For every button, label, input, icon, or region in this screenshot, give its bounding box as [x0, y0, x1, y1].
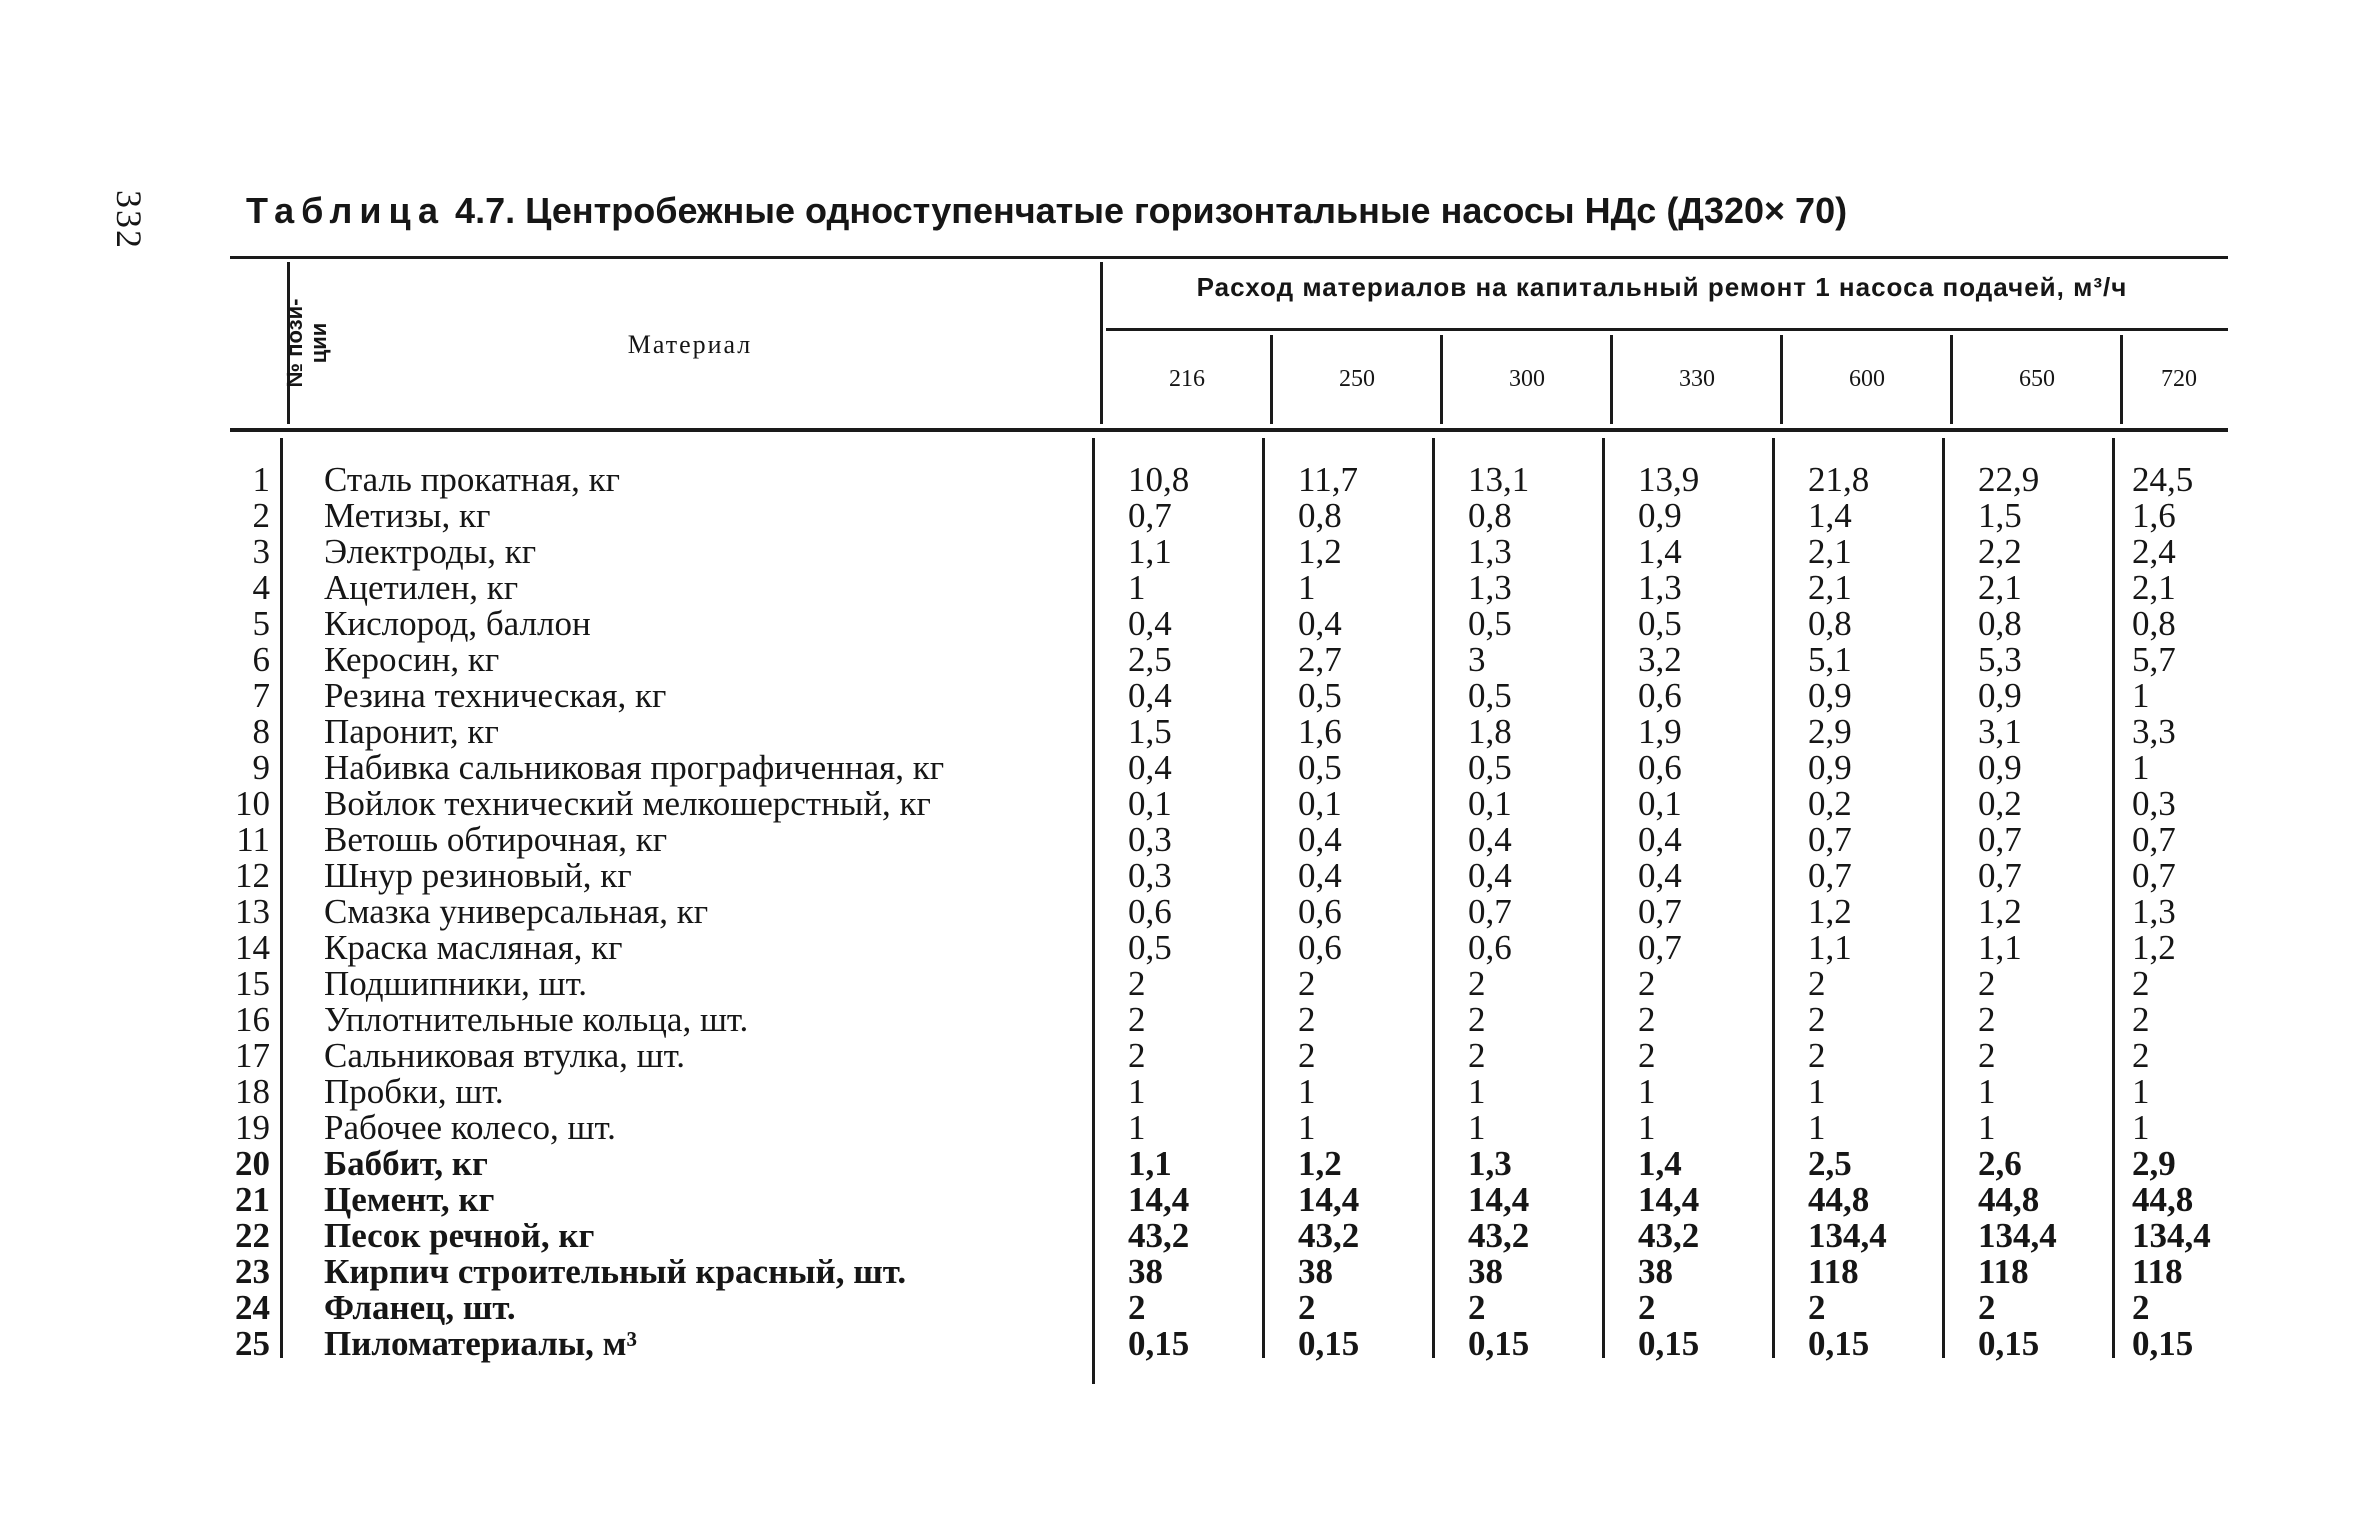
- row-value: 1: [2132, 1108, 2150, 1147]
- row-value: 22,9: [1978, 460, 2040, 499]
- rule-col-4: [1780, 335, 1783, 424]
- row-value: 0,4: [1298, 820, 1342, 859]
- row-material: Цемент, кг: [324, 1180, 495, 1219]
- row-position: 15: [235, 964, 270, 1003]
- row-position: 4: [252, 568, 270, 607]
- row-material: Краска масляная, кг: [324, 928, 623, 967]
- row-value: 0,9: [1808, 748, 1852, 787]
- row-value: 1: [1468, 1072, 1486, 1111]
- row-value: 1,2: [1808, 892, 1852, 931]
- row-value: 2,9: [1808, 712, 1852, 751]
- body-rule-material-values: [1092, 438, 1095, 1384]
- row-value: 1: [1128, 568, 1146, 607]
- row-value: 2: [1298, 1288, 1316, 1327]
- row-material: Войлок технический мелкошерстный, кг: [324, 784, 931, 823]
- row-value: 0,15: [1298, 1324, 1360, 1363]
- column-header: 250: [1339, 366, 1375, 392]
- row-value: 0,7: [1638, 928, 1682, 967]
- row-value: 0,3: [2132, 784, 2176, 823]
- row-value: 1,3: [1638, 568, 1682, 607]
- row-value: 1: [2132, 1072, 2150, 1111]
- row-position: 24: [235, 1288, 270, 1327]
- row-value: 1,4: [1638, 1144, 1682, 1183]
- row-position: 7: [252, 676, 270, 715]
- row-value: 3: [1468, 640, 1486, 679]
- row-material: Ацетилен, кг: [324, 568, 519, 607]
- row-position: 5: [252, 604, 270, 643]
- row-value: 44,8: [2132, 1180, 2194, 1219]
- row-value: 2: [1638, 1036, 1656, 1075]
- row-material: Метизы, кг: [324, 496, 491, 535]
- row-value: 43,2: [1298, 1216, 1360, 1255]
- row-value: 134,4: [1978, 1216, 2057, 1255]
- column-header: 300: [1509, 366, 1545, 392]
- row-value: 134,4: [1808, 1216, 1887, 1255]
- row-value: 1,4: [1638, 532, 1682, 571]
- row-value: 0,1: [1638, 784, 1682, 823]
- row-value: 0,7: [1978, 856, 2022, 895]
- row-value: 0,4: [1468, 856, 1512, 895]
- row-value: 2: [1808, 1288, 1826, 1327]
- row-value: 38: [1298, 1252, 1333, 1291]
- row-value: 44,8: [1978, 1180, 2040, 1219]
- row-value: 0,8: [1978, 604, 2022, 643]
- row-position: 9: [252, 748, 270, 787]
- row-value: 1: [1468, 1108, 1486, 1147]
- row-value: 1: [1298, 1072, 1316, 1111]
- row-value: 5,1: [1808, 640, 1852, 679]
- row-value: 2: [1298, 964, 1316, 1003]
- row-value: 0,7: [1468, 892, 1512, 931]
- row-value: 43,2: [1638, 1216, 1700, 1255]
- row-value: 0,5: [1468, 748, 1512, 787]
- row-value: 43,2: [1128, 1216, 1190, 1255]
- row-value: 2: [1808, 1036, 1826, 1075]
- row-value: 1,3: [1468, 532, 1512, 571]
- row-value: 2: [1468, 1288, 1486, 1327]
- header-bottom-rule: [230, 428, 2228, 432]
- row-position: 12: [235, 856, 270, 895]
- row-value: 0,9: [1978, 748, 2022, 787]
- row-value: 13,9: [1638, 460, 1700, 499]
- row-value: 0,15: [1128, 1324, 1190, 1363]
- row-value: 2: [2132, 1000, 2150, 1039]
- row-position: 19: [235, 1108, 270, 1147]
- row-value: 2: [1978, 964, 1996, 1003]
- row-value: 0,6: [1638, 676, 1682, 715]
- row-value: 1,3: [2132, 892, 2176, 931]
- row-value: 13,1: [1468, 460, 1530, 499]
- row-material: Пробки, шт.: [324, 1072, 504, 1111]
- row-value: 1: [1978, 1108, 1996, 1147]
- row-position: 17: [235, 1036, 270, 1075]
- column-header: 600: [1849, 366, 1885, 392]
- row-value: 11,7: [1298, 460, 1358, 499]
- row-position: 20: [235, 1144, 270, 1183]
- row-material: Кирпич строительный красный, шт.: [324, 1252, 907, 1291]
- row-value: 1,6: [2132, 496, 2176, 535]
- row-value: 5,3: [1978, 640, 2022, 679]
- table-title-prefix: Таблица: [246, 190, 446, 231]
- row-material: Сталь прокатная, кг: [324, 460, 620, 499]
- row-value: 1,8: [1468, 712, 1512, 751]
- row-value: 2: [1468, 1000, 1486, 1039]
- row-value: 1: [1128, 1072, 1146, 1111]
- row-value: 2,4: [2132, 532, 2176, 571]
- row-value: 2: [1128, 964, 1146, 1003]
- row-value: 0,4: [1128, 676, 1172, 715]
- row-value: 0,6: [1128, 892, 1172, 931]
- row-value: 1,1: [1128, 532, 1172, 571]
- row-value: 1,3: [1468, 568, 1512, 607]
- row-position: 6: [252, 640, 270, 679]
- row-value: 1: [2132, 676, 2150, 715]
- rule-col-3: [1610, 335, 1613, 424]
- body-rule-col-2: [1432, 438, 1435, 1358]
- row-value: 0,6: [1638, 748, 1682, 787]
- row-value: 0,1: [1468, 784, 1512, 823]
- consumption-group-header: Расход материалов на капитальный ремонт 1 насоса подачей, м³/ч: [1196, 272, 2128, 302]
- row-value: 2,7: [1298, 640, 1342, 679]
- row-value: 14,4: [1128, 1180, 1190, 1219]
- row-value: 14,4: [1638, 1180, 1700, 1219]
- row-value: 0,4: [1638, 856, 1682, 895]
- row-value: 2,1: [1808, 568, 1852, 607]
- row-value: 0,4: [1128, 604, 1172, 643]
- row-value: 0,5: [1468, 604, 1512, 643]
- row-material: Песок речной, кг: [324, 1216, 595, 1255]
- row-position: 25: [235, 1324, 270, 1363]
- row-value: 3,2: [1638, 640, 1682, 679]
- row-material: Кислород, баллон: [324, 604, 591, 643]
- row-value: 134,4: [2132, 1216, 2211, 1255]
- row-value: 0,8: [2132, 604, 2176, 643]
- row-value: 0,7: [1808, 856, 1852, 895]
- row-value: 0,8: [1298, 496, 1342, 535]
- row-value: 0,5: [1298, 676, 1342, 715]
- row-value: 2: [1808, 1000, 1826, 1039]
- row-value: 0,7: [2132, 820, 2176, 859]
- row-value: 1,2: [1978, 892, 2022, 931]
- row-value: 1: [1298, 1108, 1316, 1147]
- row-material: Паронит, кг: [324, 712, 499, 751]
- row-value: 0,7: [1638, 892, 1682, 931]
- row-value: 0,15: [1468, 1324, 1530, 1363]
- row-value: 1,1: [1128, 1144, 1172, 1183]
- rule-col-6: [2120, 335, 2123, 424]
- row-value: 0,7: [2132, 856, 2176, 895]
- row-value: 44,8: [1808, 1180, 1870, 1219]
- row-value: 0,5: [1298, 748, 1342, 787]
- material-column-header: Материал: [627, 330, 753, 359]
- row-value: 2: [1978, 1000, 1996, 1039]
- row-value: 0,5: [1468, 676, 1512, 715]
- row-value: 0,4: [1298, 856, 1342, 895]
- row-position: 2: [252, 496, 270, 535]
- row-value: 38: [1128, 1252, 1163, 1291]
- column-header: 720: [2161, 366, 2197, 392]
- row-position: 22: [235, 1216, 270, 1255]
- row-value: 5,7: [2132, 640, 2176, 679]
- row-position: 14: [235, 928, 270, 967]
- rule-col-5: [1950, 335, 1953, 424]
- row-value: 2: [1468, 964, 1486, 1003]
- row-value: 1,1: [1808, 928, 1852, 967]
- group-header-rule: [1106, 328, 2228, 331]
- row-value: 3,1: [1978, 712, 2022, 751]
- row-material: Сальниковая втулка, шт.: [324, 1036, 686, 1075]
- row-material: Рабочее колесо, шт.: [324, 1108, 616, 1147]
- row-value: 2: [1128, 1036, 1146, 1075]
- row-value: 21,8: [1808, 460, 1870, 499]
- row-value: 2,1: [1808, 532, 1852, 571]
- row-material: Шнур резиновый, кг: [324, 856, 632, 895]
- row-position: 3: [252, 532, 270, 571]
- row-value: 0,5: [1638, 604, 1682, 643]
- row-position: 1: [252, 460, 270, 499]
- body-rule-col-4: [1772, 438, 1775, 1358]
- row-material: Резина техническая, кг: [324, 676, 667, 715]
- body-rule-col-1: [1262, 438, 1265, 1358]
- row-value: 2: [1978, 1036, 1996, 1075]
- row-value: 0,15: [2132, 1324, 2194, 1363]
- row-value: 24,5: [2132, 460, 2194, 499]
- row-value: 1,2: [2132, 928, 2176, 967]
- row-value: 2: [1298, 1036, 1316, 1075]
- row-value: 43,2: [1468, 1216, 1530, 1255]
- row-value: 2,2: [1978, 532, 2022, 571]
- row-material: Набивка сальниковая прографиченная, кг: [324, 748, 945, 787]
- row-position: 16: [235, 1000, 270, 1039]
- row-position: 13: [235, 892, 270, 931]
- row-value: 118: [1808, 1252, 1859, 1291]
- row-value: 1: [1638, 1072, 1656, 1111]
- row-position: 21: [235, 1180, 270, 1219]
- row-value: 0,15: [1808, 1324, 1870, 1363]
- row-value: 0,15: [1978, 1324, 2040, 1363]
- row-value: 0,1: [1128, 784, 1172, 823]
- row-material: Уплотнительные кольца, шт.: [324, 1000, 749, 1039]
- row-value: 1,1: [1978, 928, 2022, 967]
- row-value: 2: [2132, 1288, 2150, 1327]
- row-value: 0,4: [1638, 820, 1682, 859]
- row-value: 2: [2132, 964, 2150, 1003]
- row-value: 2: [2132, 1036, 2150, 1075]
- position-column-label: № пози- ции: [282, 298, 331, 388]
- row-value: 1: [1978, 1072, 1996, 1111]
- row-value: 118: [1978, 1252, 2029, 1291]
- row-value: 2: [1468, 1036, 1486, 1075]
- row-value: 2: [1298, 1000, 1316, 1039]
- row-value: 1,2: [1298, 1144, 1342, 1183]
- body-rule-col-6: [2112, 438, 2115, 1358]
- row-value: 3,3: [2132, 712, 2176, 751]
- row-value: 1,3: [1468, 1144, 1512, 1183]
- row-value: 2: [1808, 964, 1826, 1003]
- row-value: 0,6: [1298, 928, 1342, 967]
- row-material: Баббит, кг: [324, 1144, 488, 1183]
- row-value: 2,1: [1978, 568, 2022, 607]
- row-value: 2: [1638, 1288, 1656, 1327]
- row-value: 2,1: [2132, 568, 2176, 607]
- row-value: 1,9: [1638, 712, 1682, 751]
- row-value: 2,5: [1128, 640, 1172, 679]
- row-value: 2: [1638, 964, 1656, 1003]
- row-position: 18: [235, 1072, 270, 1111]
- row-material: Пиломатериалы, м³: [324, 1324, 638, 1363]
- body-rule-col-5: [1942, 438, 1945, 1358]
- row-value: 0,15: [1638, 1324, 1700, 1363]
- page-number: 332: [109, 190, 149, 250]
- row-value: 2: [1128, 1000, 1146, 1039]
- row-value: 0,4: [1128, 748, 1172, 787]
- row-value: 1,6: [1298, 712, 1342, 751]
- row-value: 0,3: [1128, 856, 1172, 895]
- body-rule-pos-material: [280, 438, 283, 1358]
- row-value: 0,8: [1808, 604, 1852, 643]
- row-position: 8: [252, 712, 270, 751]
- row-value: 1,4: [1808, 496, 1852, 535]
- rule-col-2: [1440, 335, 1443, 424]
- row-value: 2,5: [1808, 1144, 1852, 1183]
- row-value: 0,2: [1808, 784, 1852, 823]
- row-position: 11: [236, 820, 270, 859]
- row-material: Электроды, кг: [324, 532, 537, 571]
- row-position: 10: [235, 784, 270, 823]
- row-value: 2: [1128, 1288, 1146, 1327]
- row-value: 1: [1128, 1108, 1146, 1147]
- row-value: 0,5: [1128, 928, 1172, 967]
- row-value: 1: [1298, 568, 1316, 607]
- row-material: Фланец, шт.: [324, 1288, 516, 1327]
- row-value: 2: [1978, 1288, 1996, 1327]
- column-header: 216: [1169, 366, 1205, 392]
- row-value: 1,2: [1298, 532, 1342, 571]
- row-material: Керосин, кг: [324, 640, 500, 679]
- rule-col-1: [1270, 335, 1273, 424]
- row-value: 1: [2132, 748, 2150, 787]
- row-value: 0,7: [1808, 820, 1852, 859]
- row-value: 1,5: [1128, 712, 1172, 751]
- row-value: 2,9: [2132, 1144, 2176, 1183]
- body-rule-col-3: [1602, 438, 1605, 1358]
- row-value: 10,8: [1128, 460, 1190, 499]
- row-position: 23: [235, 1252, 270, 1291]
- table-title-text: 4.7. Центробежные одноступенчатые горизонтальные насосы НДс (Д320× 70): [445, 190, 1848, 231]
- row-value: 0,2: [1978, 784, 2022, 823]
- position-column-header: [225, 270, 331, 420]
- row-value: 0,3: [1128, 820, 1172, 859]
- row-value: 14,4: [1298, 1180, 1360, 1219]
- row-value: 0,9: [1638, 496, 1682, 535]
- row-value: 1: [1638, 1108, 1656, 1147]
- column-header: 330: [1679, 366, 1715, 392]
- row-value: 0,6: [1468, 928, 1512, 967]
- row-value: 2,6: [1978, 1144, 2022, 1183]
- table-top-rule: [230, 256, 2228, 259]
- row-value: 0,4: [1468, 820, 1512, 859]
- row-value: 0,7: [1128, 496, 1172, 535]
- row-value: 2: [1638, 1000, 1656, 1039]
- row-value: 0,6: [1298, 892, 1342, 931]
- row-value: 118: [2132, 1252, 2183, 1291]
- row-value: 0,7: [1978, 820, 2022, 859]
- table-title: [246, 190, 1847, 232]
- row-value: 1,5: [1978, 496, 2022, 535]
- row-value: 0,8: [1468, 496, 1512, 535]
- row-material: Ветошь обтирочная, кг: [324, 820, 668, 859]
- row-value: 38: [1468, 1252, 1503, 1291]
- row-value: 0,1: [1298, 784, 1342, 823]
- row-value: 1: [1808, 1108, 1826, 1147]
- row-value: 0,4: [1298, 604, 1342, 643]
- row-value: 0,9: [1978, 676, 2022, 715]
- row-value: 0,9: [1808, 676, 1852, 715]
- column-header: 650: [2019, 366, 2055, 392]
- row-value: 1: [1808, 1072, 1826, 1111]
- row-value: 14,4: [1468, 1180, 1530, 1219]
- row-material: Подшипники, шт.: [324, 964, 588, 1003]
- row-material: Смазка универсальная, кг: [324, 892, 709, 931]
- row-value: 38: [1638, 1252, 1673, 1291]
